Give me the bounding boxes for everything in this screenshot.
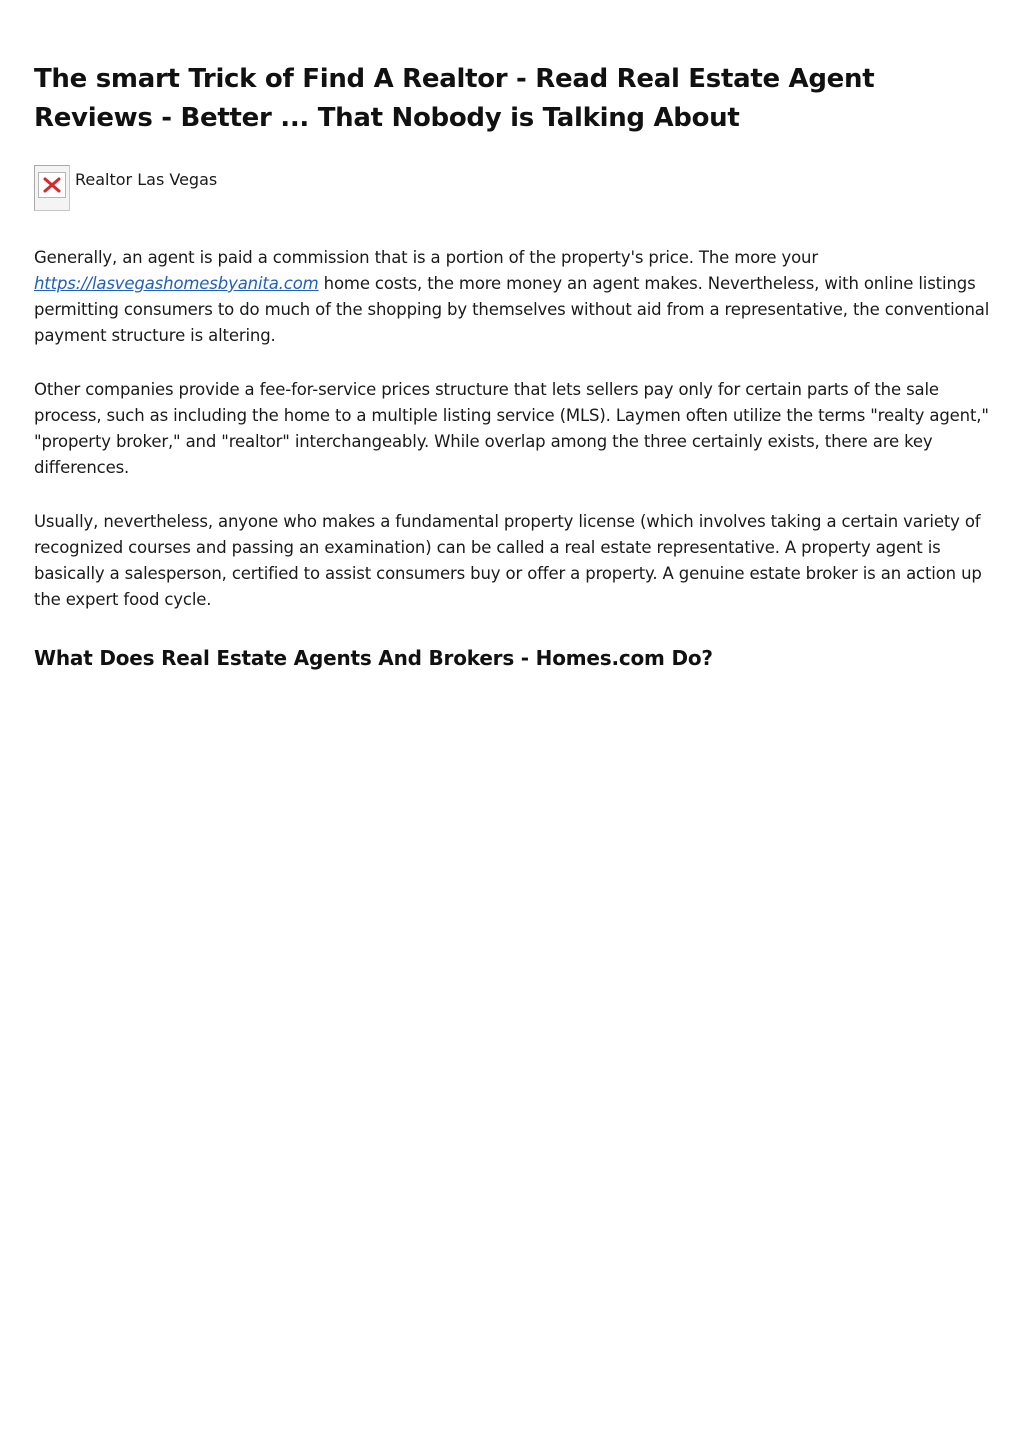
x-mark-icon <box>43 177 61 193</box>
paragraph-2: Other companies provide a fee-for-service prices structure that lets sellers pay only for certain parts of the sale process, such as including the home to a multiple listing service (MLS). Laymen often utilize the terms "realty agent," "property broker," and "realtor" interchangeably. While overlap among the three certainly exists, there are key differences. <box>34 380 989 477</box>
paragraph-1-text-end: home costs, the more money an agent makes. Nevertheless, with online listings permitting consumers to do much of the shopping by themselves without aid from a representative, the conventional payment structure is altering. <box>34 274 990 345</box>
image-placeholder-row <box>34 165 990 213</box>
broken-image-icon <box>34 165 70 211</box>
page-title: The smart Trick of Find A Realtor - Read Real Estate Agent Reviews - Better ... That Nobody is Talking About <box>34 64 875 133</box>
section-heading: What Does Real Estate Agents And Brokers - Homes.com Do? <box>34 646 713 670</box>
paragraph-1-text-start: Generally, an agent is paid a commission that is a portion of the property's price. The more your <box>34 248 818 267</box>
paragraph-3: Usually, nevertheless, anyone who makes a fundamental property license (which involves taking a certain variety of recognized courses and passing an examination) can be called a real estate representative. A property agent is basically a salesperson, certified to assist consumers buy or offer a property. A genuine estate broker is an action up the expert food cycle. <box>34 512 982 609</box>
paragraph-1 <box>34 245 990 349</box>
image-alt-text: Realtor Las Vegas <box>75 170 218 189</box>
site-link[interactable]: https://lasvegashomesbyanita.com <box>34 274 319 293</box>
